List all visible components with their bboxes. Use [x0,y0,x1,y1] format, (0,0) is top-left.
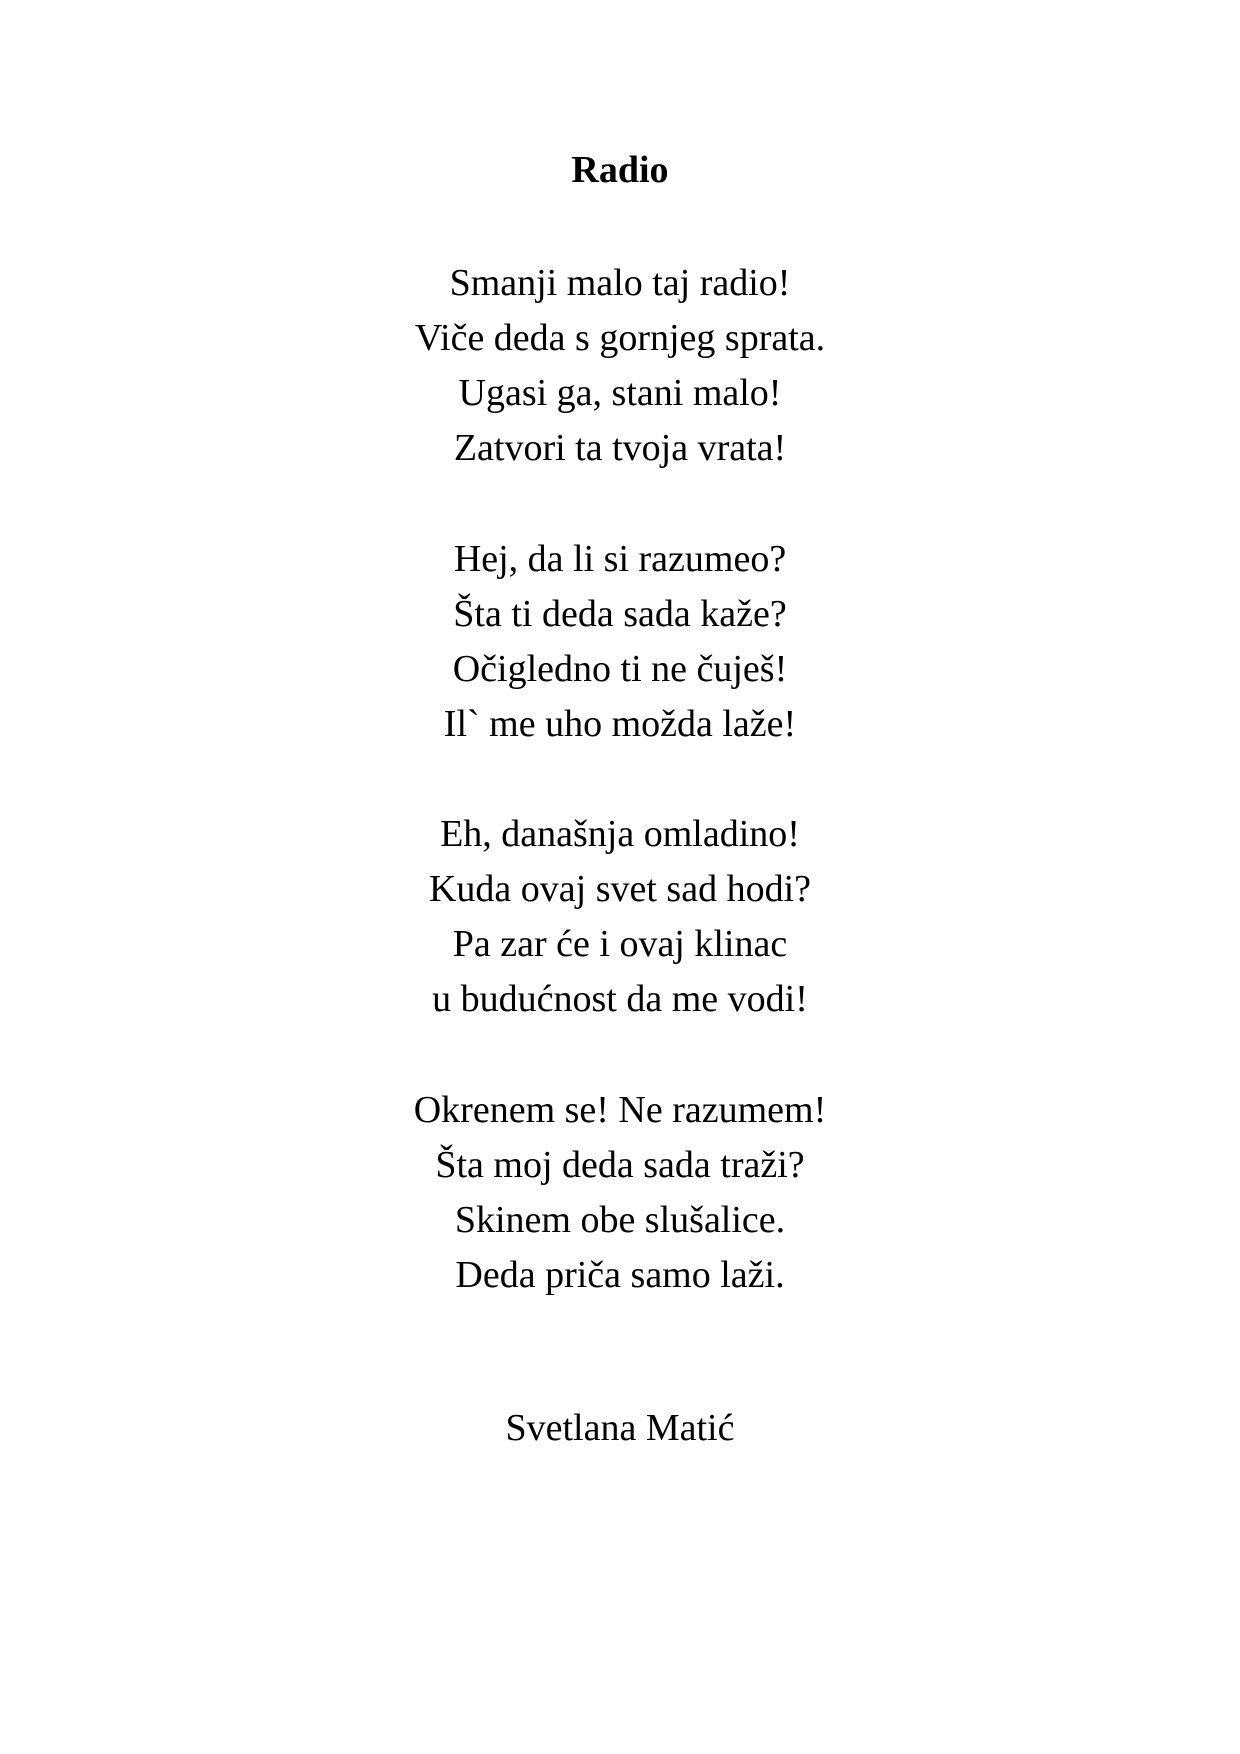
stanza-line: Skinem obe slušalice. [454,1199,786,1241]
stanza-line: Viče deda s gornjeg sprata. [414,317,826,359]
stanza-line: Okrenem se! Ne razumem! [413,1089,827,1131]
poem-title: Radio [571,149,669,191]
stanza-4 [0,1083,1240,1303]
stanza-line: Hej, da li si razumeo? [453,538,787,580]
stanza-line: Šta moj deda sada traži? [435,1144,805,1186]
stanza-line: Pa zar će i ovaj klinac [452,923,788,965]
stanza-line: Smanji malo taj radio! [449,262,791,304]
stanza-2 [0,532,1240,752]
stanza-line: Eh, današnja omladino! [440,813,800,855]
poem-author: Svetlana Matić [505,1407,735,1449]
stanza-1 [0,256,1240,476]
stanza-line: Deda priča samo laži. [455,1254,785,1296]
stanza-3 [0,807,1240,1027]
stanza-line: Ugasi ga, stani malo! [458,372,782,414]
stanza-line: Kuda ovaj svet sad hodi? [428,868,812,910]
stanza-line: u budućnost da me vodi! [432,978,808,1020]
stanza-line: Šta ti deda sada kaže? [453,593,787,635]
stanza-line: Zatvori ta tvoja vrata! [453,427,787,469]
stanza-line: Očigledno ti ne čuješ! [452,648,788,690]
stanza-line: Il` me uho možda laže! [443,703,797,745]
